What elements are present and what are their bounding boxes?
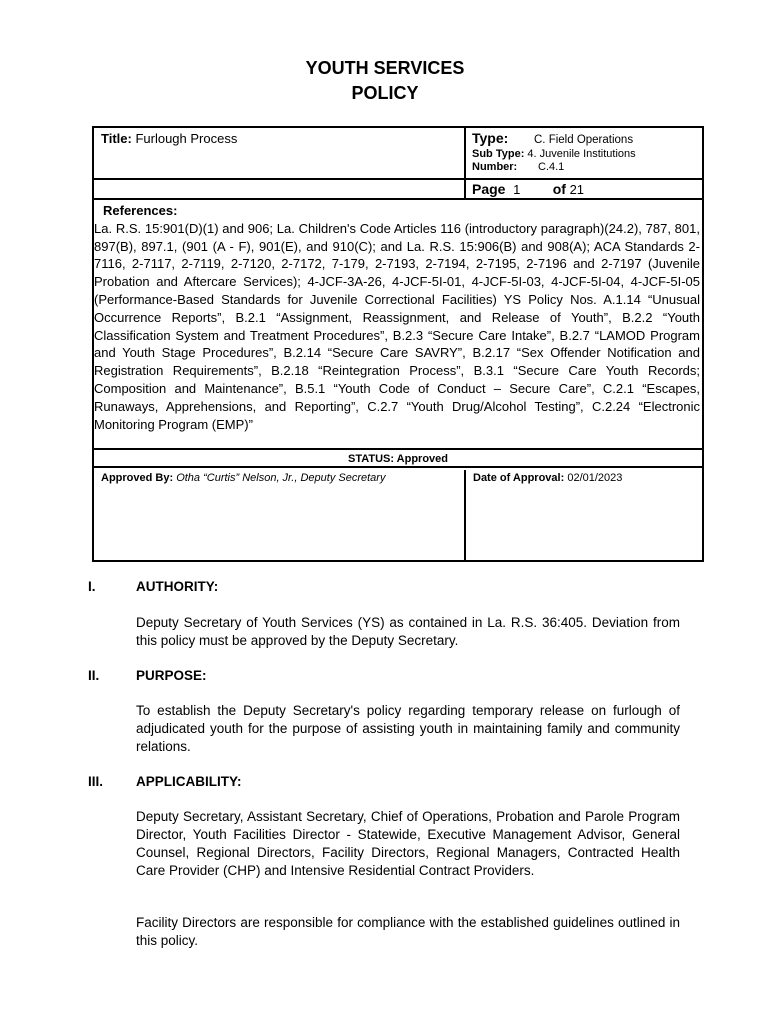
policy-number-label: Number:	[472, 161, 518, 173]
policy-type-cell	[466, 128, 702, 180]
page-current: 1	[513, 182, 521, 197]
policy-number-value: C.4.1	[538, 161, 565, 173]
page-of-label: of	[552, 181, 566, 197]
section-purpose	[88, 667, 682, 759]
section-title: APPLICABILITY:	[136, 774, 242, 789]
section-number: III.	[88, 774, 104, 789]
references-heading: References:	[103, 203, 178, 218]
approval-date-cell	[466, 470, 702, 560]
page-label: Page	[472, 181, 506, 197]
references-cell	[94, 200, 702, 450]
section-paragraph: To establish the Deputy Secretary's policy regarding temporary release on furlough of adjudicated youth for the purpose of assisting youth in maintaining family and community relations.	[136, 703, 680, 754]
section-number: II.	[88, 668, 100, 683]
section-title: PURPOSE:	[136, 668, 207, 683]
references-text: La. R.S. 15:901(D)(1) and 906; La. Children's Code Articles 116 (introductory paragraph)(24.2), 787, 801, 897(B), 897.1, (901 (A - F), 901(E), and 910(C); and La. R.S. 15:906(B) and 908(A); ACA Standards 2-7116, 2-7117, 2-7119, 2-7120, 2-7172, 7-179, 2-7193, 2-7194, 2-7195, 2-7196 and 2-7197 (Juvenile Probation and Aftercare Services); 4-JCF-3A-26, 4-JCF-5I-01, 4-JCF-5I-03, 4-JCF-5I-04, 4-JCF-5I-05 (Performance-Based Standards for Juvenile Correctional Facilities) YS Policy Nos. A.1.14 “Unusual Occurrence Reports”, B.2.1 “Assignment, Reassignment, and Release of Youth”, B.2.2 “Youth Classification System and Treatment Procedures”, B.2.3 “Secure Care Intake”, B.2.7 “LAMOD Program and Youth Stage Procedures”, B.2.14 “Secure Care SAVRY”, B.2.17 “Sex Offender Notification and Registration Requirements”, B.2.18 “Reintegration Process”, B.3.1 “Secure Care Youth Records; Composition and Maintenance”, B.5.1 “Youth Code of Conduct – Secure Care”, C.2.1 “Escapes, Runaways, Apprehensions, and Reporting”, C.2.7 “Youth Drug/Alcohol Testing”, C.2.24 “Electronic Monitoring Program (EMP)”	[94, 220, 700, 432]
status-bar: STATUS: Approved	[94, 452, 702, 468]
section-paragraph: Facility Directors are responsible for compliance with the established guidelines outlined in this policy.	[136, 915, 680, 948]
section-authority	[88, 578, 682, 648]
blank-cell	[94, 180, 466, 200]
section-applicability	[88, 773, 682, 963]
policy-type-value: C. Field Operations	[534, 134, 634, 146]
page-total: 21	[569, 182, 585, 197]
policy-subtype-value: 4. Juvenile Institutions	[527, 148, 636, 160]
policy-title-label: Title:	[101, 131, 132, 146]
section-paragraph: Deputy Secretary, Assistant Secretary, Chief of Operations, Probation and Parole Program Director, Youth Facilities Director - Statewide, Executive Management Advisor, General Counsel, Regional Directors, Facility Directors, Regional Managers, Contracted Health Care Provider (CHP) and Intensive Residential Contract Providers.	[136, 809, 680, 878]
policy-title-cell	[94, 128, 466, 180]
section-number: I.	[88, 579, 96, 594]
approved-by-label: Approved By:	[101, 472, 174, 484]
page-count-cell	[466, 180, 702, 200]
policy-title-value: Furlough Process	[135, 131, 238, 146]
approval-date-label: Date of Approval:	[473, 472, 565, 484]
document-title-line-1: YOUTH SERVICES	[305, 58, 465, 78]
section-paragraph: Deputy Secretary of Youth Services (YS) as contained in La. R.S. 36:405. Deviation from this policy must be approved by the Deputy Secretary.	[136, 615, 680, 648]
section-title: AUTHORITY:	[136, 579, 219, 594]
approved-by-cell	[94, 470, 466, 560]
approval-date-value: 02/01/2023	[567, 472, 623, 484]
document-title-line-2: POLICY	[351, 83, 419, 103]
policy-subtype-label: Sub Type:	[472, 148, 525, 160]
policy-header-table	[92, 126, 704, 562]
approved-by-value: Otha “Curtis” Nelson, Jr., Deputy Secretary	[176, 472, 386, 484]
policy-type-label: Type:	[472, 130, 509, 146]
document-title	[0, 56, 770, 106]
